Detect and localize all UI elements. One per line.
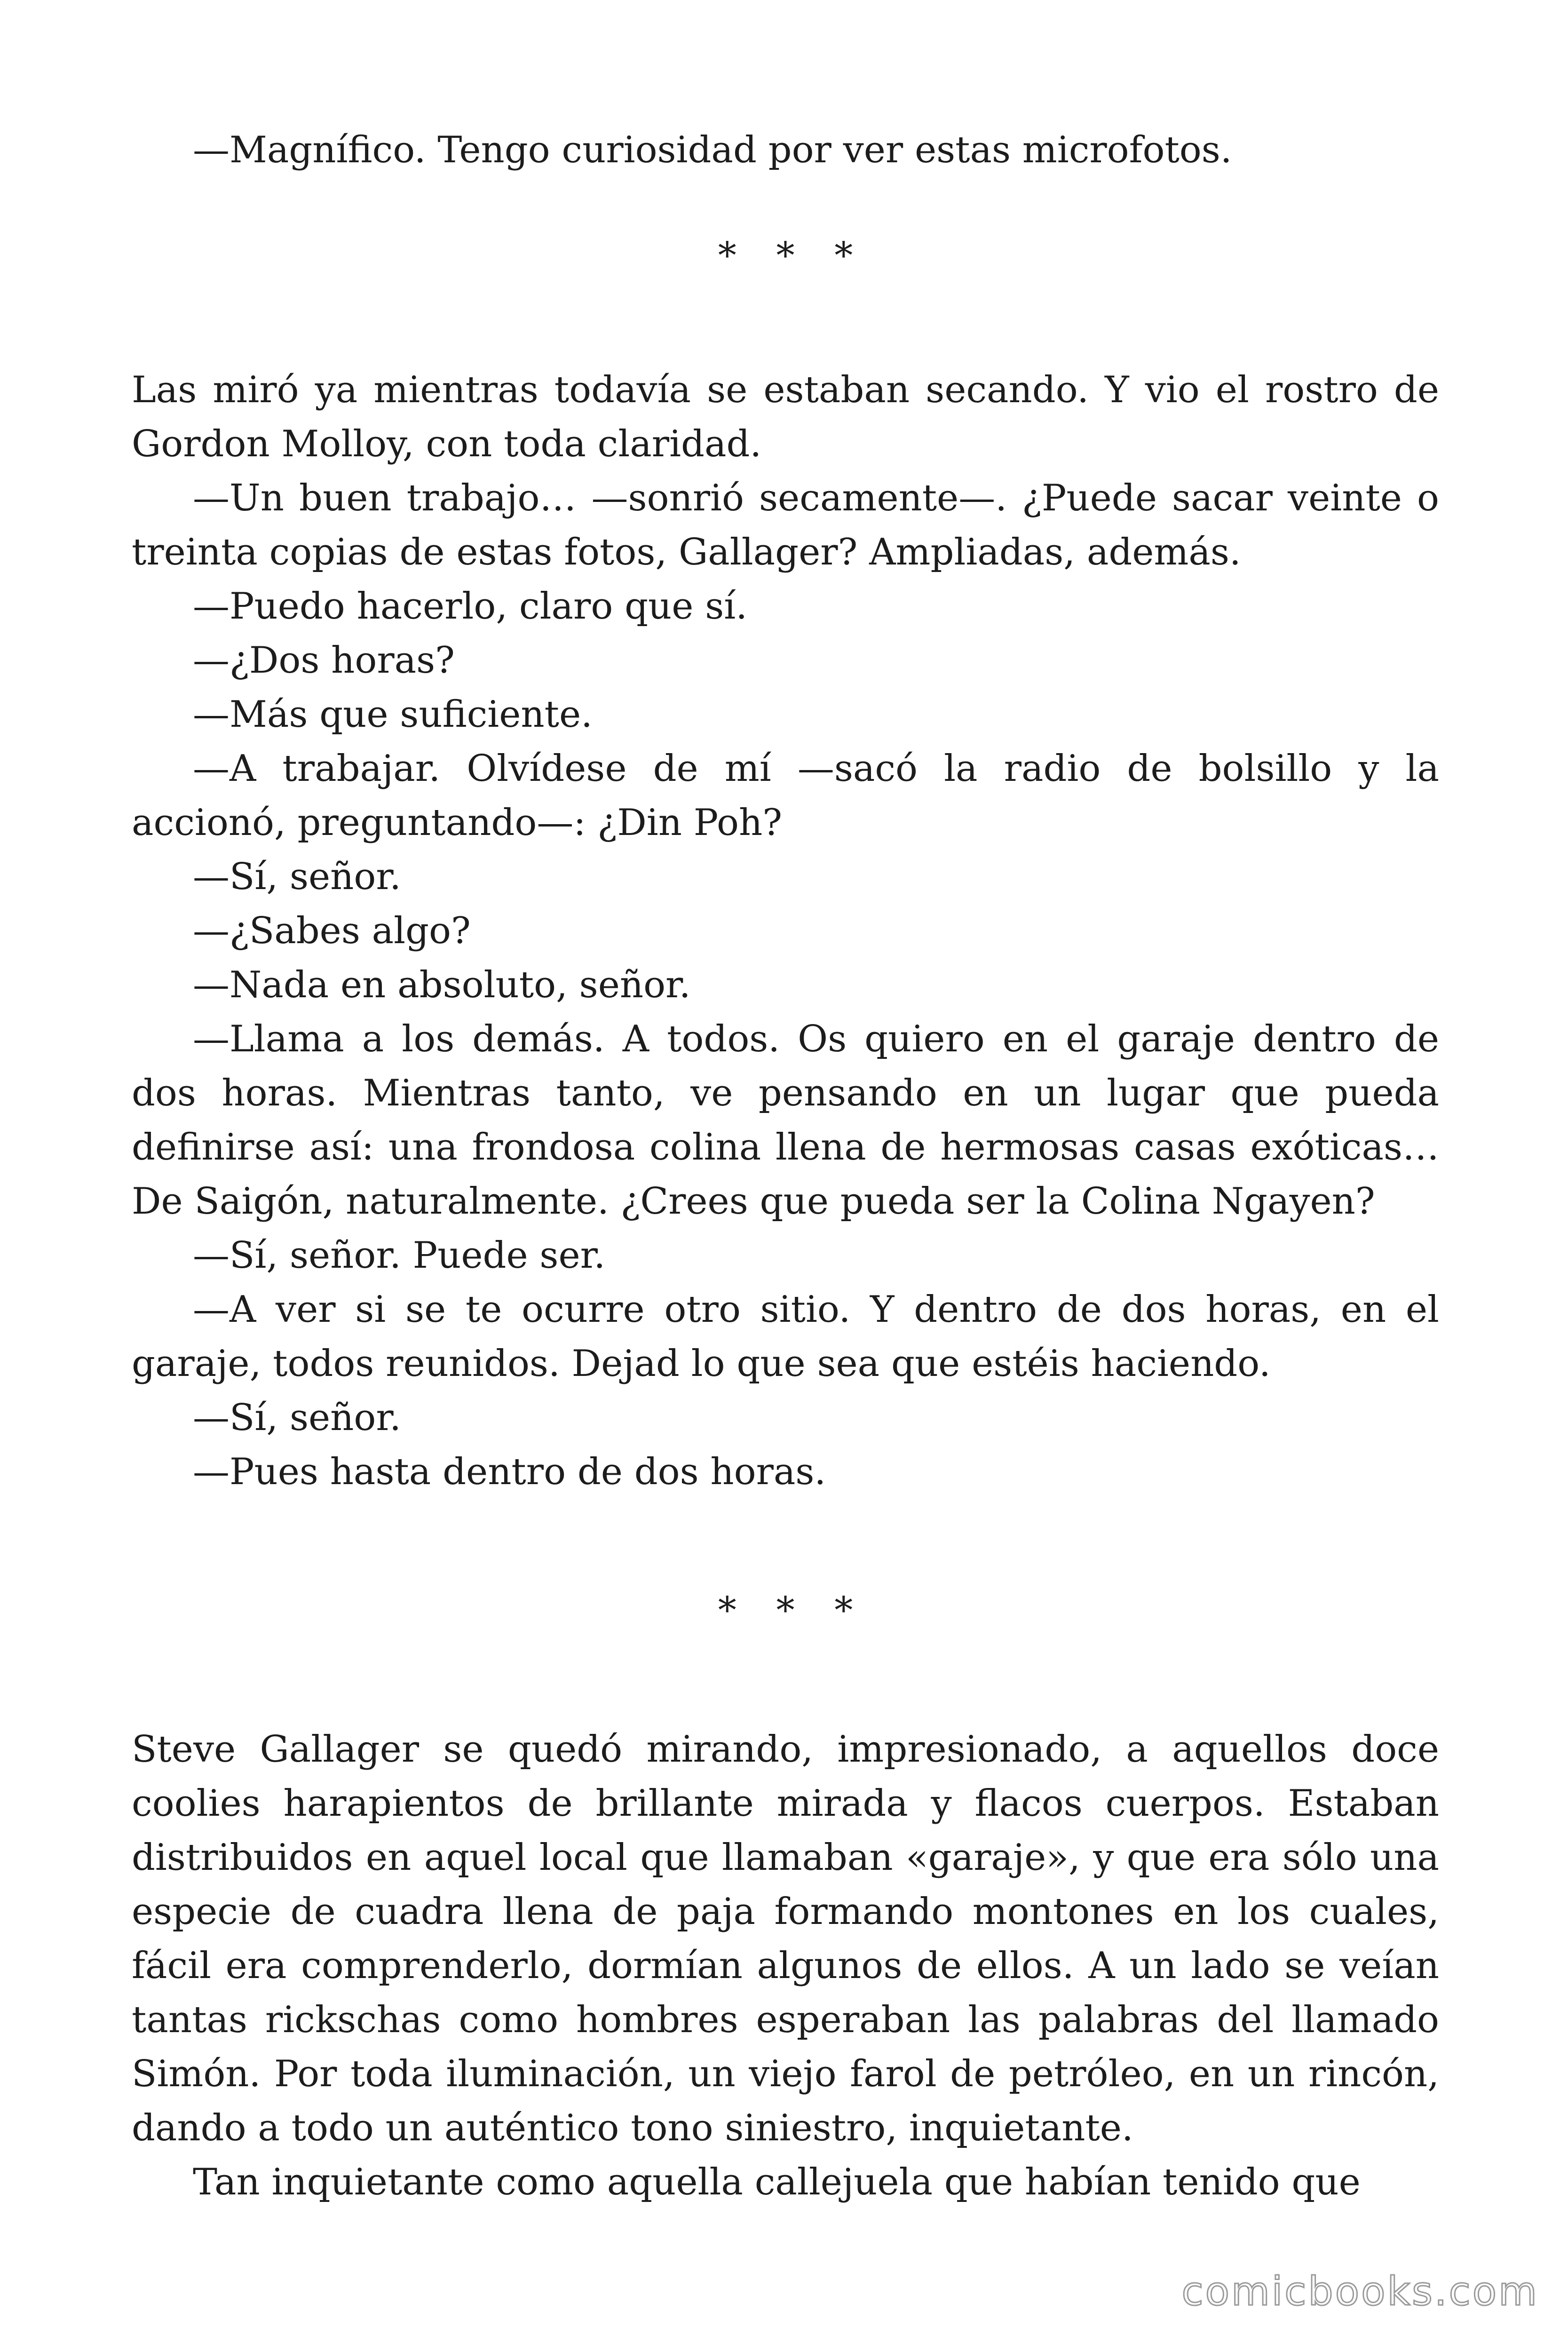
scene-separator: * * * xyxy=(718,1589,867,1632)
paragraph: —A ver si se te ocurre otro sitio. Y dentro de dos horas, en el garaje, todos reunidos. Dejad lo que sea que estéis haciendo. xyxy=(132,1288,1439,1385)
paragraph: —Puedo hacerlo, claro que sí. xyxy=(193,585,747,628)
paragraph: —Magnífico. Tengo curiosidad por ver estas microfotos. xyxy=(193,129,1232,171)
paragraph: —A trabajar. Olvídese de mí —sacó la radio de bolsillo y la accionó, preguntando—: ¿Din Poh? xyxy=(132,747,1439,844)
paragraph: —Un buen trabajo… —sonrió secamente—. ¿Puede sacar veinte o treinta copias de estas fotos, Gallager? Ampliadas, además. xyxy=(132,477,1439,573)
paragraph: —Pues hasta dentro de dos horas. xyxy=(193,1451,826,1493)
paragraph: —Sí, señor. Puede ser. xyxy=(193,1234,606,1277)
paragraph: —¿Sabes algo? xyxy=(193,910,471,952)
scene-separator: * * * xyxy=(718,235,867,277)
paragraph: —Sí, señor. xyxy=(193,856,401,898)
paragraph: —Llama a los demás. A todos. Os quiero en el garaje dentro de dos horas. Mientras tanto, ve pensando en un lugar que pueda definirse así: una frondosa colina llena de hermosas casas exóticas… De Saigón, naturalmente. ¿Crees que pueda ser la Colina Ngayen? xyxy=(132,1018,1439,1223)
paragraph: —Más que suficiente. xyxy=(193,693,593,736)
paragraph: —Nada en absoluto, señor. xyxy=(193,964,691,1006)
paragraph: Tan inquietante como aquella callejuela que habían tenido que xyxy=(193,2161,1361,2203)
book-page xyxy=(132,123,1439,2209)
paragraph: —¿Dos horas? xyxy=(193,639,455,682)
paragraph: Las miró ya mientras todavía se estaban secando. Y vio el rostro de Gordon Molloy, con toda claridad. xyxy=(132,369,1439,465)
paragraph: —Sí, señor. xyxy=(193,1397,401,1439)
paragraph: Steve Gallager se quedó mirando, impresionado, a aquellos doce coolies harapientos de brillante mirada y flacos cuerpos. Estaban distribuidos en aquel local que llamaban «garaje», y que era sólo una especie de cuadra llena de paja formando montones en los cuales, fácil era comprenderlo, dormían algunos de ellos. A un lado se veían tantas rickschas como hombres esperaban las palabras del llamado Simón. Por toda iluminación, un viejo farol de petróleo, en un rincón, dando a todo un auténtico tono siniestro, inquietante. xyxy=(132,1728,1439,2149)
watermark: comicbooks.com xyxy=(1181,2268,1539,2314)
